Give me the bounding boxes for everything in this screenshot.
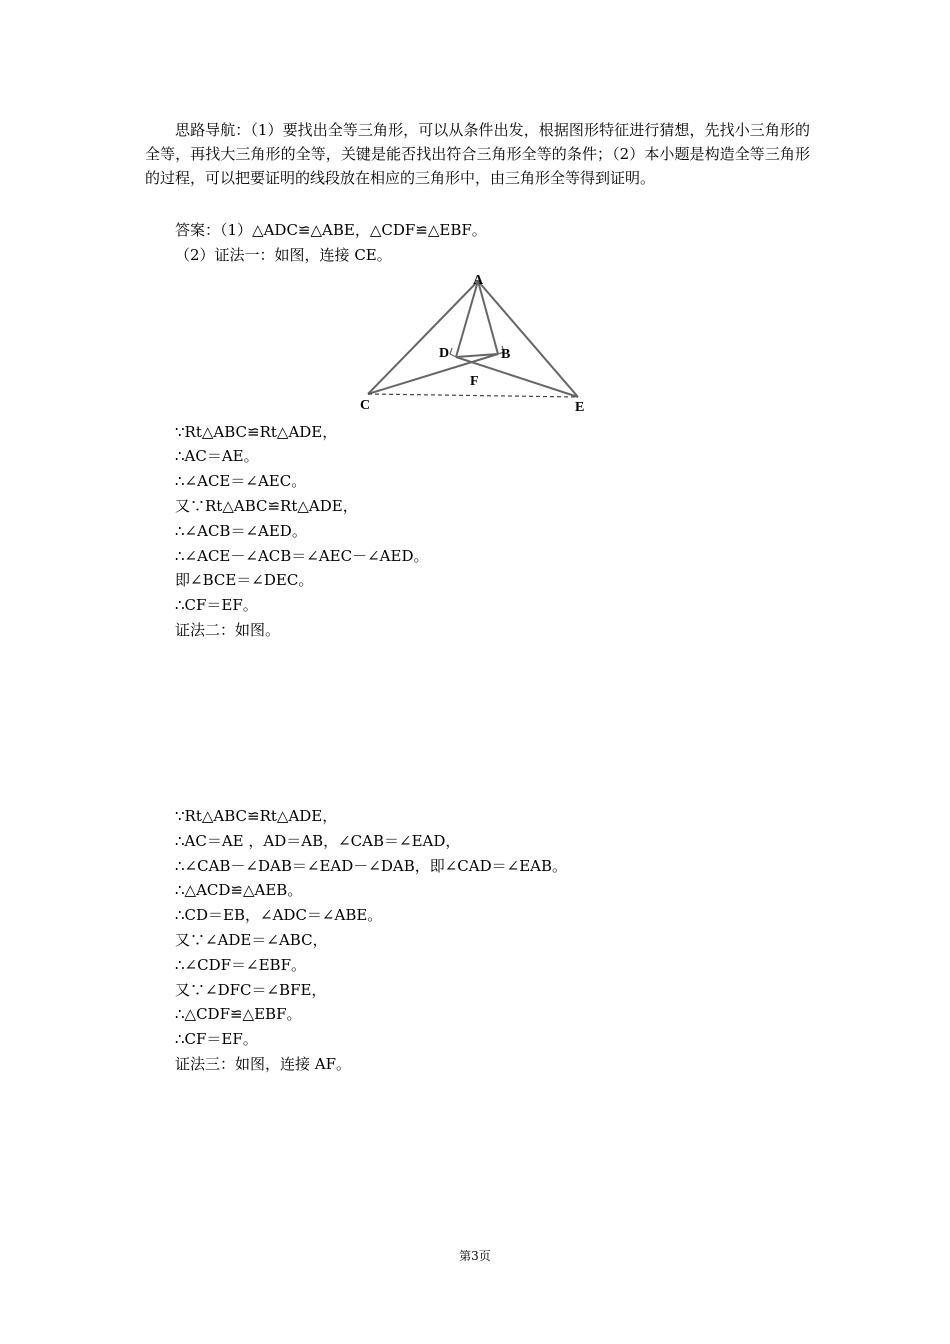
proof1-step: ∴∠ACB＝∠AED。 xyxy=(175,522,307,540)
proof1-step: ∴CF＝EF。 xyxy=(175,596,258,614)
proof1-step: 即∠BCE＝∠DEC。 xyxy=(175,571,314,589)
proof2-step: ∴CD＝EB，∠ADC＝∠ABE。 xyxy=(175,906,383,924)
proof2-step: ∴∠CAB－∠DAB＝∠EAD－∠DAB，即∠CAD＝∠EAB。 xyxy=(175,857,568,875)
point-label-a: A xyxy=(473,273,484,288)
proof2-heading: 证法二：如图。 xyxy=(175,621,281,639)
point-label-e: E xyxy=(575,400,585,415)
answer-line: 答案：（1）△ADC≌△ABE，△CDF≌△EBF。 xyxy=(175,221,487,239)
point-label-d: D xyxy=(439,346,450,361)
proof1-step: ∴∠ACE＝∠AEC。 xyxy=(175,472,307,490)
proof2-step: ∴△CDF≌△EBF。 xyxy=(175,1005,302,1023)
proof2-step: 又∵∠ADE＝∠ABC， xyxy=(175,931,328,949)
proof2-step: ∴AC＝AE ，AD＝AB，∠CAB＝∠EAD， xyxy=(175,832,461,850)
proof2-step: ∴CF＝EF。 xyxy=(175,1030,258,1048)
proof2-step: ∵Rt△ABC≌Rt△ADE， xyxy=(175,807,338,825)
proof1-step: ∴∠ACE－∠ACB＝∠AEC－∠AED。 xyxy=(175,547,429,565)
geometry-figure xyxy=(355,272,595,417)
solution-hint-paragraph: 思路导航：（1）要找出全等三角形，可以从条件出发，根据图形特征进行猜想，先找小三角形的全等，再找大三角形的全等，关键是能否找出符合三角形全等的条件；（2）本小题是构造全等三角形的过程，可以把要证明的线段放在相应的三角形中，由三角形全等得到证明。 xyxy=(145,121,810,187)
proof3-heading: 证法三：如图，连接 AF。 xyxy=(175,1055,352,1073)
proof2-step: 又∵∠DFC＝∠BFE， xyxy=(175,981,327,999)
proof1-step: ∴AC＝AE。 xyxy=(175,447,259,465)
proof1-heading: （2）证法一：如图，连接 CE。 xyxy=(175,246,392,264)
proof2-step: ∴∠CDF＝∠EBF。 xyxy=(175,956,306,974)
proof1-step: ∵Rt△ABC≌Rt△ADE， xyxy=(175,423,338,441)
point-label-f: F xyxy=(470,374,479,389)
proof2-step: ∴△ACD≌△AEB。 xyxy=(175,881,303,899)
point-label-b: B xyxy=(501,347,511,362)
page-number: 第3页 xyxy=(459,1249,491,1263)
proof1-step: 又∵Rt△ABC≌Rt△ADE， xyxy=(175,497,358,515)
point-label-c: C xyxy=(360,398,371,413)
